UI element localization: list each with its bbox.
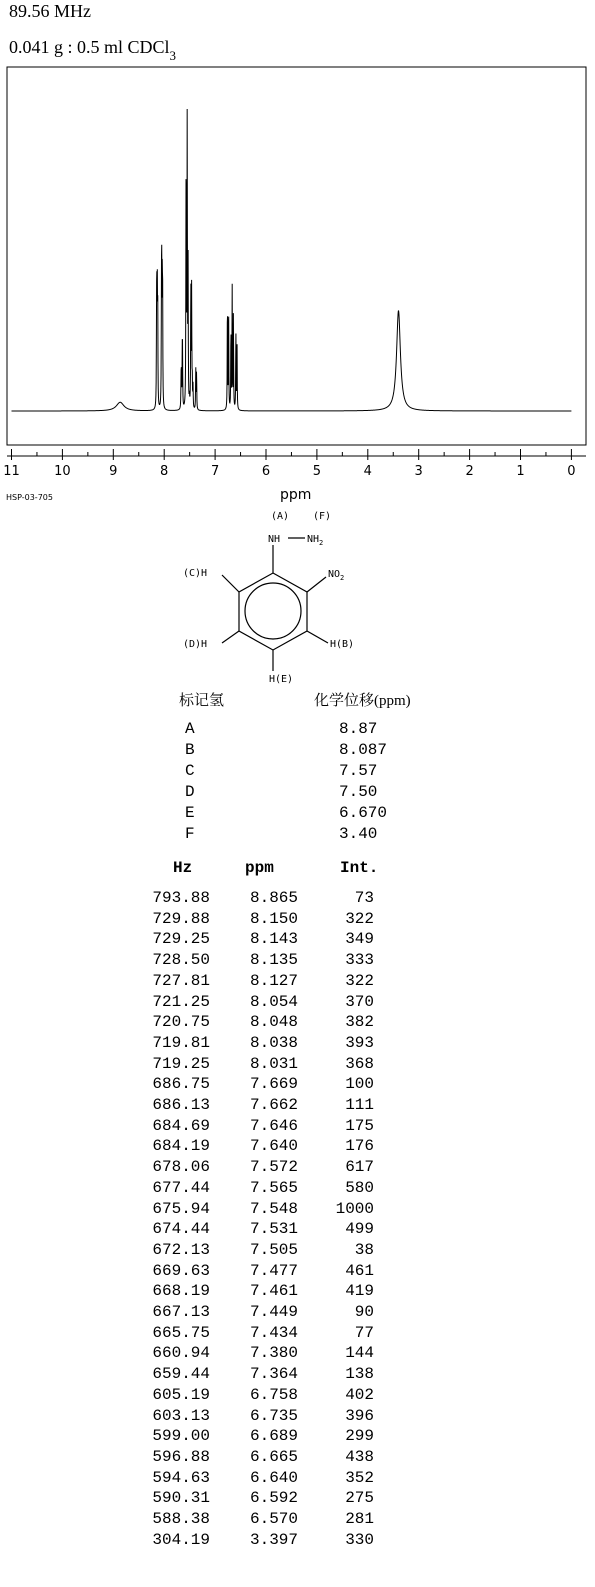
peak-ppm: 8.038 [249,1033,298,1052]
assignment-label: B [185,741,195,759]
nmr-spectrum-chart [0,0,595,485]
assignment-header-shift: 化学位移(ppm) [314,691,411,709]
peak-intensity: 499 [345,1220,374,1239]
x-tick-label: 0 [567,464,576,479]
assignment-shift: 8.087 [339,741,388,759]
peak-table-header-int: Int. [340,859,379,877]
peak-intensity: 382 [345,1013,374,1032]
peak-ppm: 6.689 [249,1427,298,1446]
peak-hz: 721.25 [152,992,210,1011]
x-axis-ticks [7,449,586,460]
peak-intensity: 402 [345,1385,374,1404]
peak-hz: 729.88 [152,909,210,928]
peak-intensity: 393 [345,1033,374,1052]
peak-hz: 677.44 [152,1178,210,1197]
assignment-label: F [185,825,195,843]
peak-table-header-hz: Hz [173,859,193,877]
no2-label: $NO_2$ [328,569,345,582]
peak-ppm: 7.572 [249,1158,298,1177]
peak-hz: 678.06 [152,1158,210,1177]
peak-intensity: 299 [345,1427,374,1446]
peak-hz: 668.19 [152,1282,210,1301]
x-tick-label: 5 [312,464,322,479]
peak-hz: 667.13 [152,1303,210,1321]
x-tick-label: 2 [465,464,474,479]
peak-hz: 727.81 [152,971,210,990]
structure-diagram [170,505,370,685]
x-tick-label: 9 [109,464,118,479]
peak-intensity: 580 [345,1178,374,1197]
peak-intensity: 352 [345,1468,374,1487]
peak-intensity: 38 [354,1240,374,1259]
peak-ppm: 8.054 [249,992,298,1011]
peak-ppm: 8.865 [249,889,298,907]
x-tick-label: 7 [210,464,220,479]
assignment-label: E [185,804,195,822]
peak-intensity: 333 [345,951,374,970]
peak-ppm: 7.531 [249,1220,298,1239]
peak-intensity: 1000 [335,1199,374,1218]
peak-ppm: 8.031 [249,1054,298,1073]
assignment-label: D [185,783,195,801]
h-e-label: H(E) [269,674,294,685]
peak-intensity: 617 [345,1158,374,1177]
sample-prefix: 0.041 g : 0.5 ml CDCl [9,37,170,57]
peak-intensity: 100 [345,1075,374,1094]
spectrum-trace [12,109,572,411]
peak-ppm: 7.449 [249,1303,298,1321]
assignment-shift: 7.50 [339,783,378,801]
peak-ppm: 8.150 [249,909,298,928]
structure-bonds [222,538,328,671]
peak-hz: 590.31 [152,1489,210,1508]
sample-subscript: 3 [169,48,177,63]
label-a: (A) [271,511,290,522]
peak-intensity: 438 [345,1447,374,1466]
x-tick-label: 8 [160,464,169,479]
peak-hz: 594.63 [152,1468,210,1487]
peak-intensity: 461 [345,1261,374,1280]
peak-hz: 686.75 [152,1075,210,1094]
nh-label: NH [268,534,281,545]
peak-hz: 304.19 [152,1530,210,1549]
peak-ppm: 6.735 [249,1406,298,1425]
x-tick-label: 11 [3,464,20,479]
peak-ppm: 7.477 [249,1261,298,1280]
peak-hz: 605.19 [152,1385,210,1404]
assignment-label: A [185,720,195,738]
x-axis-tick-labels [3,464,575,479]
peak-ppm: 7.669 [249,1075,298,1094]
peak-ppm: 7.461 [249,1282,298,1301]
peak-ppm: 6.758 [249,1385,298,1404]
spectrometer-frequency: 89.56 MHz [9,1,91,21]
h-c-label: (C)H [183,568,208,579]
peak-ppm: 7.434 [249,1323,298,1342]
peak-intensity: 281 [345,1510,374,1528]
peak-intensity: 144 [345,1344,374,1363]
x-axis-label: ppm [280,487,312,503]
peak-intensity: 419 [345,1282,374,1301]
peak-intensity: 111 [345,1096,374,1114]
peak-intensity: 330 [345,1530,374,1549]
peak-hz: 672.13 [152,1240,210,1259]
assignment-header-hydrogen: 标记氢 [179,691,225,709]
peak-intensity: 175 [345,1116,374,1135]
peak-intensity: 322 [345,909,374,928]
peak-ppm: 6.665 [249,1447,298,1466]
peak-hz: 596.88 [152,1447,210,1466]
peak-intensity: 368 [345,1054,374,1073]
spectrum-code: HSP-03-705 [6,493,53,502]
peak-hz: 599.00 [152,1427,210,1446]
peak-ppm: 8.048 [249,1013,298,1032]
peak-ppm: 7.548 [249,1199,298,1218]
assignment-shift: 8.87 [339,720,378,738]
peak-ppm: 7.640 [249,1137,298,1156]
peak-ppm: 8.143 [249,930,298,949]
peak-intensity: 77 [354,1323,374,1342]
peak-intensity: 275 [345,1489,374,1508]
peak-hz: 665.75 [152,1323,210,1342]
x-tick-label: 1 [516,464,525,479]
peak-table-header-ppm: ppm [245,859,274,877]
peak-hz: 660.94 [152,1344,210,1363]
peak-hz: 686.13 [152,1096,210,1114]
spectrum-trace-group [12,109,572,411]
assignment-shift: 6.670 [339,804,388,822]
peak-ppm: 6.592 [249,1489,298,1508]
peak-hz: 675.94 [152,1199,210,1218]
peak-hz: 728.50 [152,951,210,970]
peak-ppm: 7.565 [249,1178,298,1197]
peak-intensity: 176 [345,1137,374,1156]
peak-ppm: 8.127 [249,971,298,990]
peak-ppm: 7.646 [249,1116,298,1135]
peak-hz: 684.69 [152,1116,210,1135]
peak-hz: 684.19 [152,1137,210,1156]
nh2-label: $NH_2$ [307,534,324,547]
peak-ppm: 7.364 [249,1365,298,1384]
peak-intensity: 370 [345,992,374,1011]
peak-hz: 669.63 [152,1261,210,1280]
peak-intensity: 73 [354,889,374,907]
assignment-shift: 3.40 [339,825,378,843]
h-b-label: H(B) [330,639,355,650]
peak-ppm: 7.380 [249,1344,298,1363]
peak-hz: 588.38 [152,1510,210,1528]
peak-hz: 793.88 [152,889,210,907]
peak-hz: 659.44 [152,1365,210,1384]
x-tick-label: 10 [54,464,71,479]
peak-ppm: 6.640 [249,1468,298,1487]
peak-hz: 720.75 [152,1013,210,1032]
h-d-label: (D)H [183,639,208,650]
peak-ppm: 3.397 [249,1530,298,1549]
peak-ppm: 7.505 [249,1240,298,1259]
assignment-label: C [185,762,195,780]
peak-intensity: 322 [345,971,374,990]
peak-hz: 719.81 [152,1033,210,1052]
plot-frame [7,67,586,445]
peak-hz: 603.13 [152,1406,210,1425]
peak-ppm: 7.662 [249,1096,298,1114]
peak-intensity: 138 [345,1365,374,1384]
peak-hz: 674.44 [152,1220,210,1239]
peak-ppm: 8.135 [249,951,298,970]
peak-hz: 729.25 [152,930,210,949]
x-tick-label: 3 [414,464,423,479]
assignment-shift: 7.57 [339,762,378,780]
peak-hz: 719.25 [152,1054,210,1073]
peak-intensity: 90 [354,1303,374,1321]
peak-ppm: 6.570 [249,1510,298,1528]
label-f: (F) [313,511,332,522]
x-tick-label: 6 [261,464,271,479]
peak-intensity: 396 [345,1406,374,1425]
x-tick-label: 4 [363,464,372,479]
peak-intensity: 349 [345,930,374,949]
